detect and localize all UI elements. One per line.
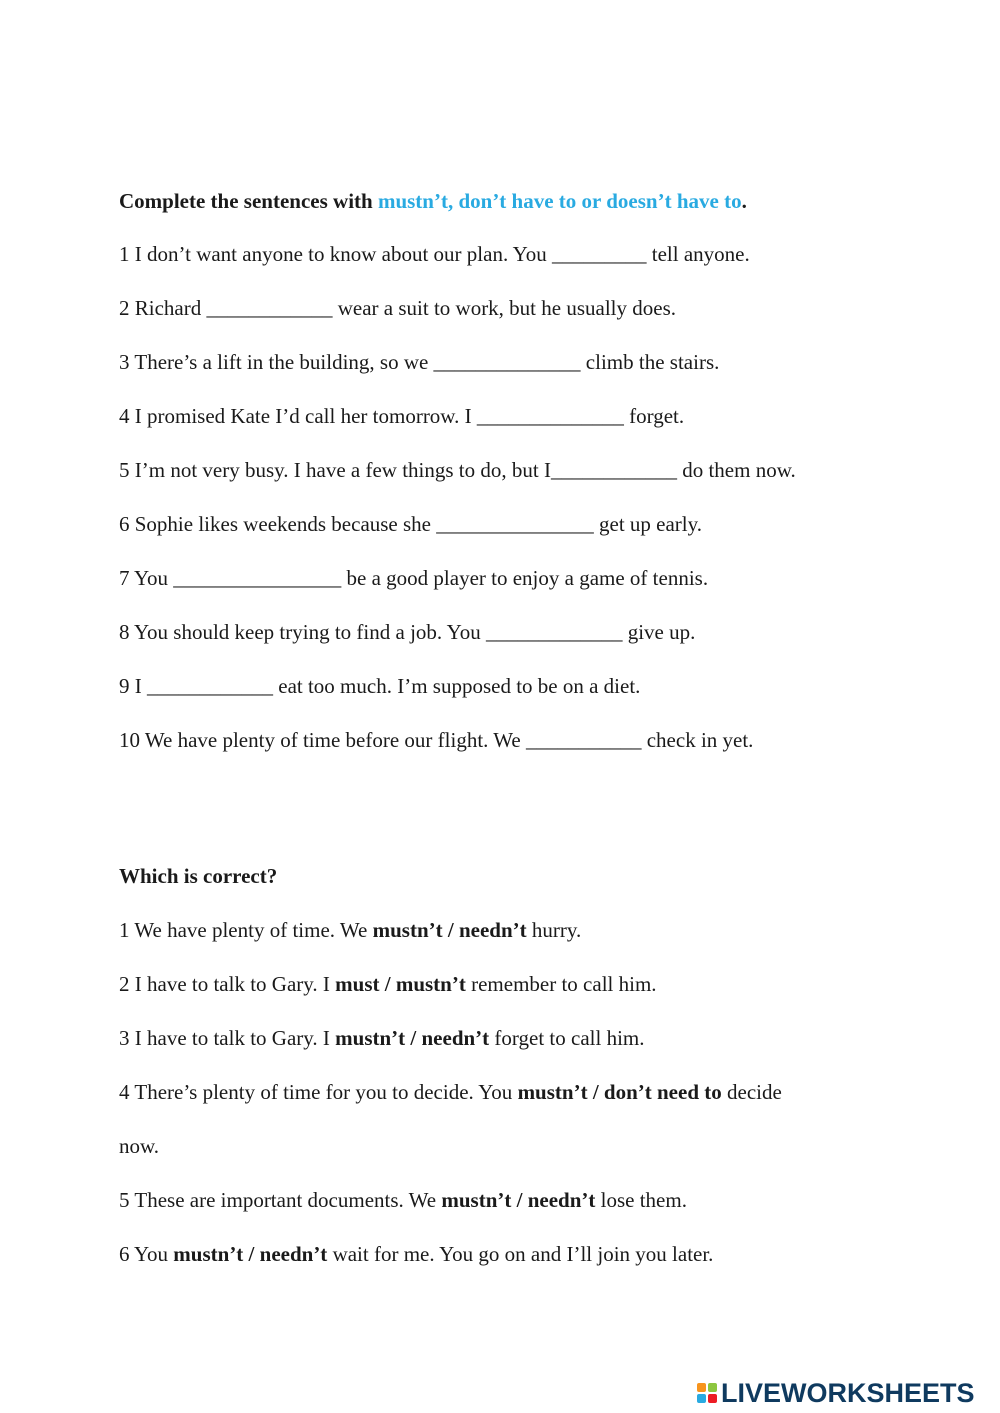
liveworksheets-logo[interactable] bbox=[697, 1377, 997, 1409]
logo-square bbox=[708, 1383, 717, 1392]
section1-heading-prefix: Complete the sentences with bbox=[119, 189, 378, 213]
logo-square bbox=[697, 1383, 706, 1392]
choice-item-after: hurry. bbox=[526, 918, 582, 942]
choice-item-4 bbox=[119, 1079, 960, 1105]
choice-item-before: 6 You bbox=[119, 1242, 174, 1266]
sentence-3: 3 There’s a lift in the building, so we ______________ climb the stairs. bbox=[119, 350, 720, 374]
choice-item-after: decide bbox=[721, 1080, 782, 1104]
logo-square bbox=[708, 1394, 717, 1403]
choice-options: mustn’t / needn’t bbox=[372, 918, 527, 942]
choice-options: mustn’t / needn’t bbox=[441, 1188, 596, 1212]
choice-item-after: wait for me. You go on and I’ll join you later. bbox=[327, 1242, 714, 1266]
choice-options: mustn’t / don’t need to bbox=[517, 1080, 722, 1104]
sentence-6: 6 Sophie likes weekends because she _______________ get up early. bbox=[119, 512, 703, 536]
sentence-2: 2 Richard ____________ wear a suit to work, but he usually does. bbox=[119, 296, 676, 320]
choice-item-before: 3 I have to talk to Gary. I bbox=[119, 1026, 336, 1050]
section2-heading: Which is correct? bbox=[119, 864, 278, 888]
choice-options: mustn’t / needn’t bbox=[173, 1242, 328, 1266]
choice-item-5 bbox=[119, 1187, 960, 1213]
choice-item-before: 2 I have to talk to Gary. I bbox=[119, 972, 336, 996]
choice-item-4-continuation: now. bbox=[119, 1134, 160, 1158]
choice-item-after: lose them. bbox=[595, 1188, 687, 1212]
section1-heading-suffix: . bbox=[741, 189, 747, 213]
section1-heading-highlight: mustn’t, don’t have to or doesn’t have to bbox=[377, 189, 742, 213]
liveworksheets-logo-icon bbox=[697, 1383, 717, 1403]
choice-item-before: 5 These are important documents. We bbox=[119, 1188, 442, 1212]
choice-item-2 bbox=[119, 971, 960, 997]
section1-heading bbox=[119, 188, 960, 214]
choice-options: must / mustn’t bbox=[335, 972, 466, 996]
choice-item-after: remember to call him. bbox=[465, 972, 657, 996]
choice-item-6 bbox=[119, 1241, 960, 1267]
sentence-10: 10 We have plenty of time before our flight. We ___________ check in yet. bbox=[119, 728, 754, 752]
logo-square bbox=[697, 1394, 706, 1403]
sentence-7: 7 You ________________ be a good player to enjoy a game of tennis. bbox=[119, 566, 709, 590]
choice-options: mustn’t / needn’t bbox=[335, 1026, 490, 1050]
choice-item-after: forget to call him. bbox=[489, 1026, 645, 1050]
choice-item-1 bbox=[119, 917, 960, 943]
sentence-4: 4 I promised Kate I’d call her tomorrow. I ______________ forget. bbox=[119, 404, 685, 428]
choice-item-before: 1 We have plenty of time. We bbox=[119, 918, 373, 942]
choice-item-3 bbox=[119, 1025, 960, 1051]
sentence-9: 9 I ____________ eat too much. I’m supposed to be on a diet. bbox=[119, 674, 641, 698]
sentence-1: 1 I don’t want anyone to know about our plan. You _________ tell anyone. bbox=[119, 242, 750, 266]
logo-text: LIVEWORKSHEETS bbox=[721, 1377, 975, 1408]
choice-item-before: 4 There’s plenty of time for you to decide. You bbox=[119, 1080, 518, 1104]
sentence-5: 5 I’m not very busy. I have a few things to do, but I____________ do them now. bbox=[119, 458, 796, 482]
sentence-8: 8 You should keep trying to find a job. You _____________ give up. bbox=[119, 620, 696, 644]
